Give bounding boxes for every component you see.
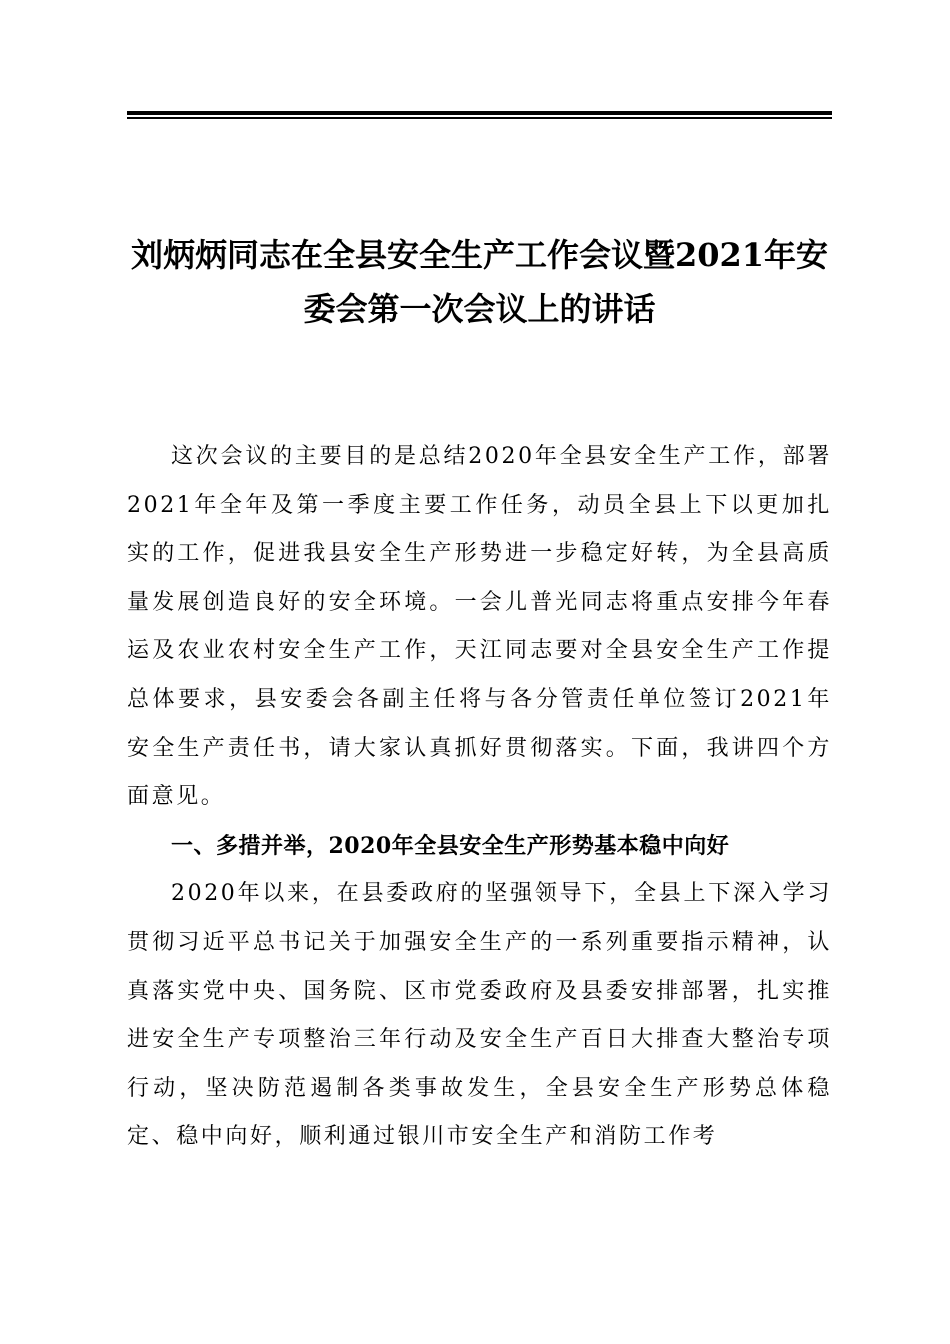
intro-paragraph: 这次会议的主要目的是总结2020年全县安全生产工作，部署2021年全年及第一季度主要工作任务，动员全县上下以更加扎实的工作，促进我县安全生产形势进一步稳定好转，为全县高质量发展创造良好的安全环境。一会儿普光同志将重点安排今年春运及农业农村安全生产工作，天江同志要对全县安全生产工作提总体要求，县安委会各副主任将与各分管责任单位签订2021年安全生产责任书，请大家认真抓好贯彻落实。下面，我讲四个方面意见。 bbox=[127, 444, 832, 810]
section-1-paragraph: 2020年以来，在县委政府的坚强领导下，全县上下深入学习贯彻习近平总书记关于加强安全生产的一系列重要指示精神，认真落实党中央、国务院、区市党委政府及县委安排部署，扎实推进安全生产专项整治三年行动及安全生产百日大排查大整治专项行动，坚决防范遏制各类事故发生，全县安全生产形势总体稳定、稳中向好，顺利通过银川市安全生产和消防工作考 bbox=[127, 881, 832, 1150]
section-heading-1: 一、多措并举，2020年全县安全生产形势基本稳中向好 bbox=[171, 832, 730, 859]
document-body bbox=[127, 433, 832, 1162]
header-rule-thin bbox=[127, 117, 832, 119]
document-title: 刘炳炳同志在全县安全生产工作会议暨2021年安委会第一次会议上的讲话 bbox=[130, 236, 829, 328]
header-double-rule bbox=[127, 111, 832, 119]
